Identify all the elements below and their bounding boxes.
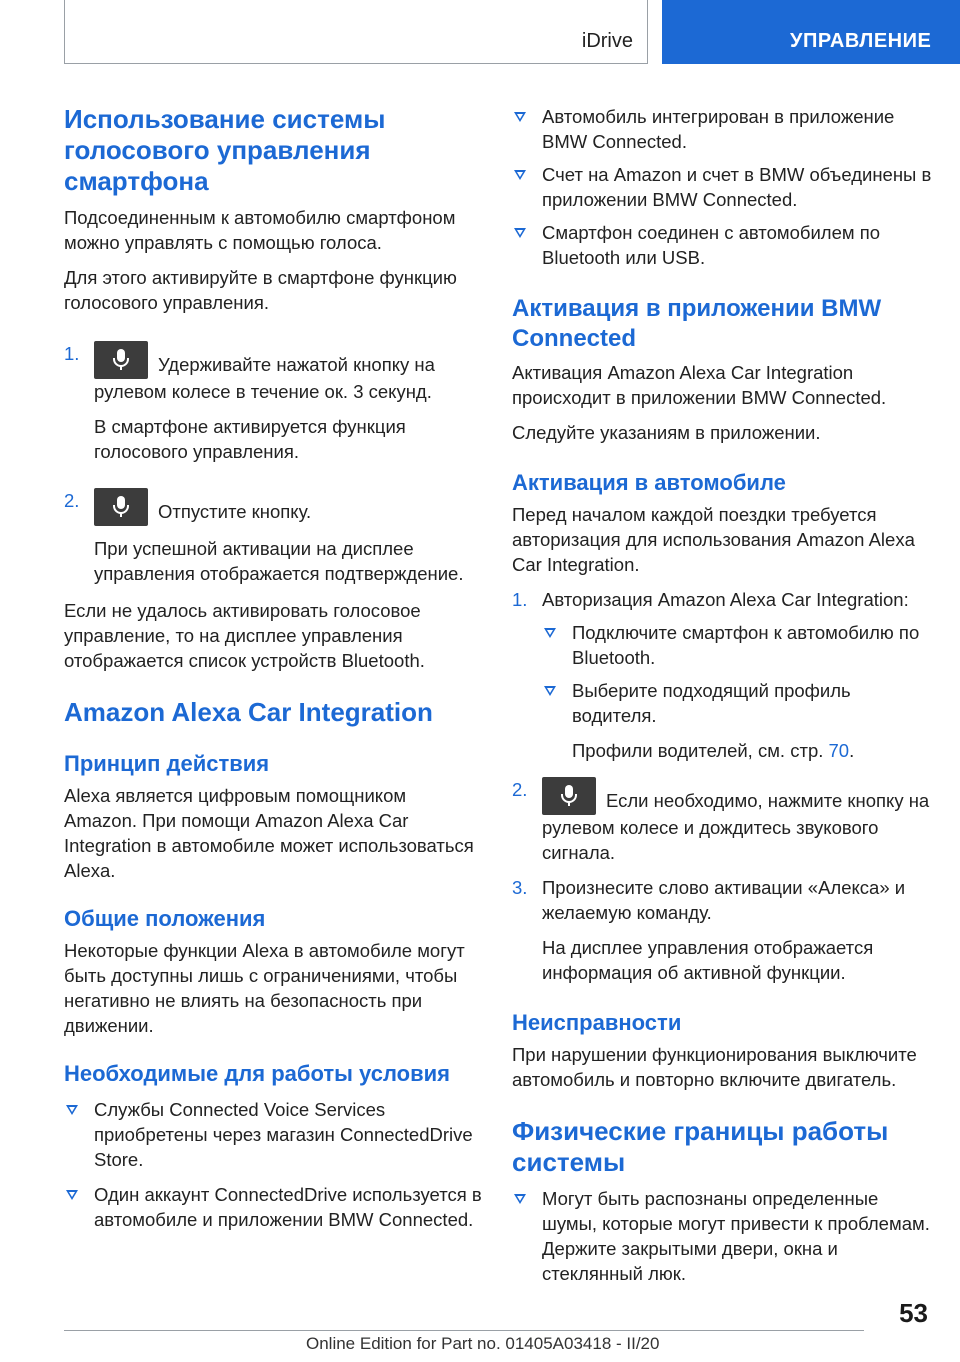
step-item <box>512 777 932 865</box>
step-text: Если необходимо, нажмите кнопку на рулевом колесе и дождитесь звукового сигнала. <box>542 790 930 863</box>
step-text: Произнесите слово активации «Алекса» и желаемую команду. <box>542 877 906 923</box>
header-section-box <box>64 0 648 64</box>
list-item <box>512 1186 932 1286</box>
left-column <box>64 100 484 1232</box>
mic-button-icon <box>542 777 596 815</box>
list-item <box>512 162 932 212</box>
header-chapter: УПРАВЛЕНИЕ <box>790 30 932 52</box>
paragraph: Перед началом каждой поездки требуется авторизация для использования Amazon Alexa Car Integration. <box>512 504 915 575</box>
list-item-text: Службы Connected Voice Services приобретены через магазин ConnectedDrive Store. <box>94 1099 473 1170</box>
paragraph: Следуйте указаниям в приложении. <box>512 422 821 443</box>
footer-divider <box>64 1330 864 1331</box>
header-section: iDrive <box>581 30 633 52</box>
paragraph: При нарушении функционирования выключите автомобиль и повторно включите двигатель. <box>512 1044 917 1090</box>
bullet-triangle-icon <box>544 628 556 638</box>
step-item <box>64 341 484 464</box>
list-item-text: Выберите подходящий профиль водителя. <box>572 680 851 726</box>
list-item <box>542 620 932 670</box>
section-title-alexa: Amazon Alexa Car Integration <box>64 697 433 727</box>
bullet-triangle-icon <box>514 228 526 238</box>
subsection-title-conditions: Необходимые для работы условия <box>64 1061 450 1086</box>
cross-reference-suffix: . <box>849 740 855 761</box>
subsection-title-faults: Неисправности <box>512 1010 682 1035</box>
step-number: 3. <box>512 877 528 898</box>
bullet-triangle-icon <box>514 170 526 180</box>
paragraph: Подсоединенным к автомобилю смартфоном можно управлять с помощью голоса. <box>64 207 456 253</box>
list-item-text: Могут быть распознаны определенные шумы, которые могут привести к проблемам. Держите закрытыми двери, окна и стеклянный люк. <box>542 1188 930 1284</box>
step-sub: При успешной активации на дисплее управления отображается подтверждение. <box>94 538 464 584</box>
bullet-triangle-icon <box>514 1194 526 1204</box>
list-item <box>64 1097 484 1172</box>
list-item <box>512 220 932 270</box>
bullet-triangle-icon <box>514 112 526 122</box>
list-item <box>512 104 932 154</box>
list-item <box>542 678 932 763</box>
list-item-text: Счет на Amazon и счет в BMW объединены в приложении BMW Connected. <box>542 164 932 210</box>
step-number: 2. <box>64 490 80 511</box>
subsection-title-general: Общие положения <box>64 906 266 931</box>
paragraph: Alexa является цифровым помощником Amazon. При помощи Amazon Alexa Car Integration в автомобиле может использоваться Alexa. <box>64 785 474 881</box>
list-item-text: Смартфон соединен с автомобилем по Bluetooth или USB. <box>542 222 881 268</box>
paragraph: Некоторые функции Alexa в автомобиле могут быть доступны лишь с ограничениями, чтобы негативно не влиять на безопасность при движении. <box>64 940 465 1036</box>
mic-button-icon <box>94 488 148 526</box>
footer-edition: Online Edition for Part no. 01405A03418 - II/20 <box>306 1334 660 1353</box>
step-number: 1. <box>512 589 528 610</box>
subsection-title-limits: Физические границы работы системы <box>512 1116 889 1177</box>
list-item-text: Подключите смартфон к автомобилю по Bluetooth. <box>572 622 920 668</box>
cross-reference <box>572 738 932 763</box>
bullet-triangle-icon <box>66 1190 78 1200</box>
page-number: 53 <box>899 1298 928 1328</box>
list-item <box>64 1182 484 1232</box>
header-chapter-tab <box>662 0 960 64</box>
step-text: Отпустите кнопку. <box>158 501 312 522</box>
paragraph: Активация Amazon Alexa Car Integration происходит в приложении BMW Connected. <box>512 362 887 408</box>
step-text: Авторизация Amazon Alexa Car Integration: <box>542 589 909 610</box>
paragraph: Если не удалось активировать голосовое управление, то на дисплее управления отображается список устройств Bluetooth. <box>64 600 425 671</box>
bullet-triangle-icon <box>66 1105 78 1115</box>
subsection-title-app: Активация в приложении BMW Connected <box>512 295 882 352</box>
subsection-title-principle: Принцип действия <box>64 751 270 776</box>
step-sub: В смартфоне активируется функция голосового управления. <box>94 416 406 462</box>
mic-button-icon <box>94 341 148 379</box>
step-sub: На дисплее управления отображается информация об активной функции. <box>542 937 874 983</box>
step-item <box>64 488 484 586</box>
list-item-text: Автомобиль интегрирован в приложение BMW Connected. <box>542 106 895 152</box>
step-item <box>512 875 932 985</box>
step-number: 2. <box>512 779 528 800</box>
paragraph: Для этого активируйте в смартфоне функцию голосового управления. <box>64 267 457 313</box>
subsection-title-car: Активация в автомобиле <box>512 470 786 495</box>
step-item <box>512 587 932 763</box>
step-text: Удерживайте нажатой кнопку на рулевом колесе в течение ок. 3 секунд. <box>94 354 435 402</box>
bullet-triangle-icon <box>544 686 556 696</box>
step-number: 1. <box>64 343 80 364</box>
cross-reference-text: Профили водителей, см. стр. <box>572 740 829 761</box>
page-link[interactable]: 70 <box>828 740 850 761</box>
section-title-voice: Использование системы голосового управления смартфона <box>64 104 386 196</box>
list-item-text: Один аккаунт ConnectedDrive используется в автомобиле и приложении BMW Connected. <box>94 1184 482 1230</box>
right-column <box>512 100 932 1286</box>
